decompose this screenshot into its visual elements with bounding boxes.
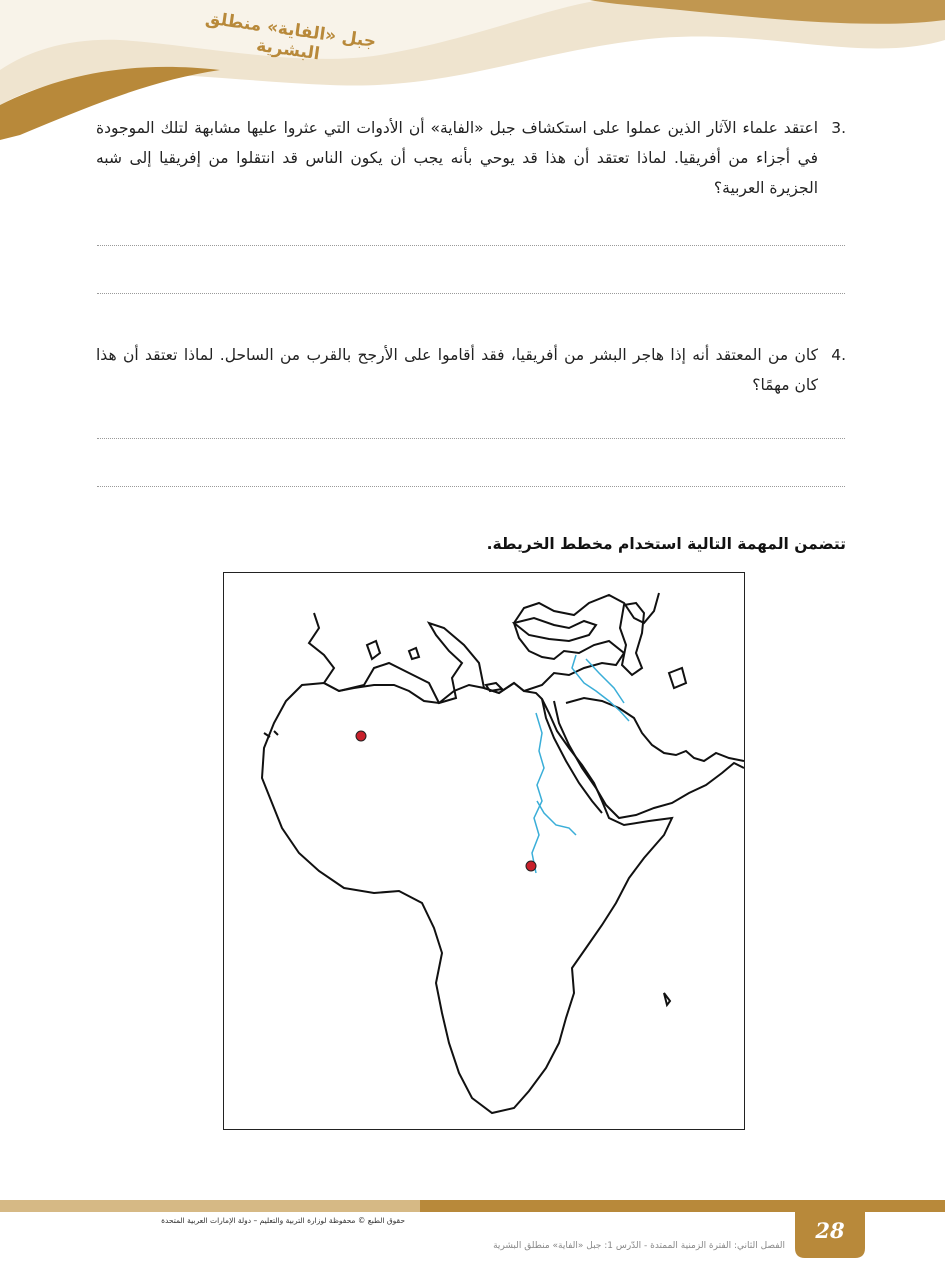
chapter-breadcrumb: الفصل الثاني: الفترة الزمنية الممتدة - الدّرس 1: جبل «الفاية» منطلق البشرية xyxy=(493,1241,785,1251)
tigris-euphrates xyxy=(586,659,624,703)
question-number: .3 xyxy=(831,119,846,137)
question-text: كان من المعتقد أنه إذا هاجر البشر من أفريقيا، فقد أقاموا على الأرجح بالقرب من الساحل. لماذا تعتقد أن هذا كان مهمًا؟ xyxy=(96,346,818,394)
question-number: .4 xyxy=(831,346,846,364)
question-3 xyxy=(96,113,846,203)
africa-arabia-map xyxy=(224,573,744,1129)
task-intro: تتضمن المهمة التالية استخدام مخطط الخريطة. xyxy=(486,535,846,553)
copyright-notice: حقوق الطبع © محفوظة لوزارة التربية والتعليم – دولة الإمارات العربية المتحدة xyxy=(161,1216,405,1225)
africa-coast xyxy=(262,683,672,1113)
madagascar xyxy=(664,993,670,1005)
lesson-title: جبل «الفاية» منطلق البشرية xyxy=(204,8,378,65)
map-outline xyxy=(223,572,745,1130)
question-4 xyxy=(96,340,846,400)
tigris-euphrates xyxy=(572,655,629,721)
arabia-gulf-coast xyxy=(566,698,744,761)
arabia-coast xyxy=(554,701,744,818)
answer-line[interactable] xyxy=(97,438,845,439)
nile-tributary xyxy=(537,801,576,835)
question-text: اعتقد علماء الآثار الذين عملوا على استكشاف جبل «الفاية» أن الأدوات التي عثروا عليها مشابهة لتلك الموجودة في أجزاء من أفريقيا. لماذا تعتقد أن هذا قد يوحي بأنه يجب أن يكون الناس قد انتقلوا من إفريقيا إلى شبه الجزيرة العربية؟ xyxy=(96,119,818,197)
black-sea xyxy=(514,618,596,641)
island xyxy=(409,648,419,659)
island xyxy=(367,641,380,659)
answer-line[interactable] xyxy=(97,293,845,294)
site-marker xyxy=(356,731,366,741)
nile-river xyxy=(532,713,544,873)
page-number: 28 xyxy=(815,1218,845,1243)
answer-line[interactable] xyxy=(97,486,845,487)
island xyxy=(669,668,686,688)
island xyxy=(486,683,502,691)
answer-line[interactable] xyxy=(97,245,845,246)
site-marker xyxy=(526,861,536,871)
